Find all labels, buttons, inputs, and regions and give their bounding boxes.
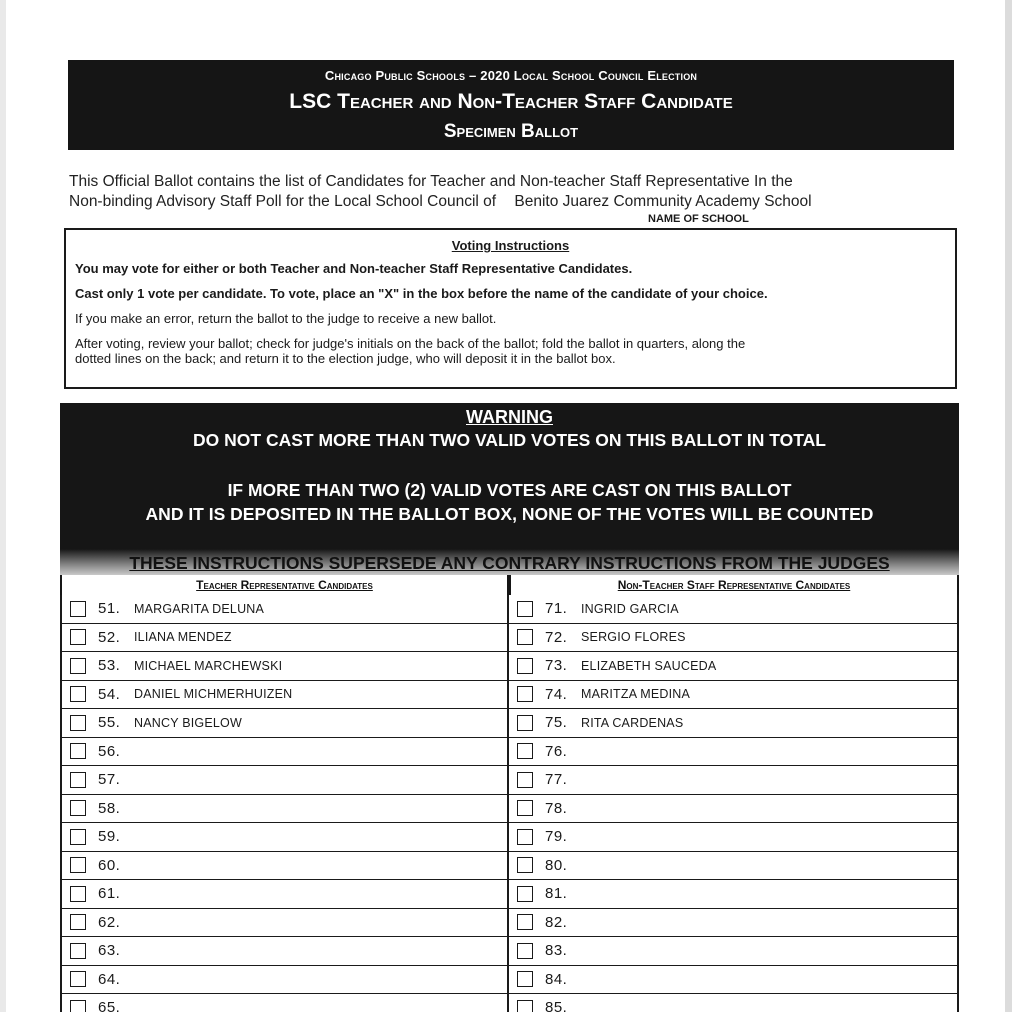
staff-candidate-cell: [509, 994, 959, 1012]
staff-candidate-cell: [509, 652, 959, 681]
vote-checkbox[interactable]: [517, 829, 533, 845]
candidate-number: 51.: [98, 600, 121, 618]
vote-checkbox[interactable]: [517, 658, 533, 674]
staff-candidate-cell: [509, 595, 959, 624]
teacher-candidate-cell: [60, 738, 509, 767]
vote-checkbox[interactable]: [517, 971, 533, 987]
warning-title: WARNING: [466, 407, 553, 427]
vote-checkbox[interactable]: [70, 715, 86, 731]
vote-checkbox[interactable]: [517, 686, 533, 702]
vote-checkbox[interactable]: [517, 1000, 533, 1012]
instruction-line-3: If you make an error, return the ballot to the judge to receive a new ballot.: [75, 311, 497, 326]
candidate-number: 76.: [545, 742, 568, 760]
instruction-line-2: Cast only 1 vote per candidate. To vote, place an "X" in the box before the name of the candidate of your choice.: [75, 286, 768, 301]
candidate-table: [60, 575, 959, 1012]
teacher-candidate-cell: [60, 852, 509, 881]
staff-candidate-cell: [509, 909, 959, 938]
warning-line-2: IF MORE THAN TWO (2) VALID VOTES ARE CAST ON THIS BALLOT: [227, 480, 792, 500]
warning-line-3: AND IT IS DEPOSITED IN THE BALLOT BOX, NONE OF THE VOTES WILL BE COUNTED: [145, 504, 874, 524]
teacher-candidate-cell: [60, 595, 509, 624]
candidate-number: 55.: [98, 714, 121, 732]
school-name-caption: NAME OF SCHOOL: [648, 213, 749, 225]
teacher-candidate-cell: [60, 823, 509, 852]
table-row: [60, 681, 959, 710]
candidate-name: MARGARITA DELUNA: [134, 601, 265, 616]
vote-checkbox[interactable]: [70, 601, 86, 617]
candidate-number: 79.: [545, 828, 568, 846]
candidate-name: ELIZABETH SAUCEDA: [581, 658, 717, 673]
vote-checkbox[interactable]: [517, 772, 533, 788]
staff-candidate-cell: [509, 937, 959, 966]
staff-candidate-cell: [509, 624, 959, 653]
staff-column-header: Non-Teacher Staff Representative Candidates: [511, 575, 959, 595]
candidate-number: 84.: [545, 970, 568, 988]
staff-candidate-cell: [509, 738, 959, 767]
vote-checkbox[interactable]: [70, 686, 86, 702]
candidate-number: 85.: [545, 999, 568, 1012]
table-row: [60, 652, 959, 681]
voting-instructions-title: Voting Instructions: [451, 238, 570, 253]
vote-checkbox[interactable]: [70, 1000, 86, 1012]
candidate-number: 56.: [98, 742, 121, 760]
table-row: [60, 966, 959, 995]
teacher-candidate-cell: [60, 909, 509, 938]
table-row: [60, 766, 959, 795]
vote-checkbox[interactable]: [517, 629, 533, 645]
candidate-name: INGRID GARCIA: [581, 601, 679, 616]
teacher-candidate-cell: [60, 624, 509, 653]
vote-checkbox[interactable]: [70, 743, 86, 759]
instruction-line-4b: dotted lines on the back; and return it to the election judge, who will deposit it in the ballot box.: [75, 351, 616, 366]
candidate-number: 52.: [98, 628, 121, 646]
candidate-name: SERGIO FLORES: [581, 630, 686, 645]
candidate-number: 72.: [545, 628, 568, 646]
table-row: [60, 909, 959, 938]
vote-checkbox[interactable]: [70, 629, 86, 645]
vote-checkbox[interactable]: [70, 857, 86, 873]
teacher-candidate-cell: [60, 937, 509, 966]
warning-band: [60, 403, 959, 575]
candidate-number: 75.: [545, 714, 568, 732]
candidate-number: 64.: [98, 970, 121, 988]
candidate-number: 80.: [545, 856, 568, 874]
intro-paragraph: [69, 172, 949, 212]
candidate-number: 71.: [545, 600, 568, 618]
election-title: Chicago Public Schools – 2020 Local School Council Election: [324, 68, 698, 83]
warning-line-1: DO NOT CAST MORE THAN TWO VALID VOTES ON THIS BALLOT IN TOTAL: [193, 430, 826, 450]
ballot-subtitle: Specimen Ballot: [443, 121, 579, 142]
vote-checkbox[interactable]: [517, 743, 533, 759]
ballot-header: [68, 60, 954, 150]
candidate-number: 62.: [98, 913, 121, 931]
candidate-number: 58.: [98, 799, 121, 817]
candidate-number: 60.: [98, 856, 121, 874]
candidate-number: 77.: [545, 771, 568, 789]
table-row: [60, 937, 959, 966]
ballot-title: LSC Teacher and Non-Teacher Staff Candidate: [289, 90, 733, 113]
instruction-line-1: You may vote for either or both Teacher and Non-teacher Staff Representative Candidates.: [75, 261, 633, 276]
table-row: [60, 595, 959, 624]
table-row: [60, 880, 959, 909]
teacher-candidate-cell: [60, 681, 509, 710]
teacher-candidate-cell: [60, 880, 509, 909]
candidate-number: 65.: [98, 999, 121, 1012]
vote-checkbox[interactable]: [70, 971, 86, 987]
vote-checkbox[interactable]: [517, 914, 533, 930]
staff-candidate-cell: [509, 766, 959, 795]
candidate-number: 61.: [98, 885, 121, 903]
teacher-candidate-cell: [60, 766, 509, 795]
vote-checkbox[interactable]: [70, 943, 86, 959]
instruction-line-4a: After voting, review your ballot; check for judge's initials on the back of the ballot; fold the ballot in quarters, along the: [75, 336, 746, 351]
page-edge-left: [0, 0, 6, 1012]
table-row: [60, 738, 959, 767]
teacher-candidate-cell: [60, 966, 509, 995]
teacher-candidate-cell: [60, 709, 509, 738]
vote-checkbox[interactable]: [70, 800, 86, 816]
candidate-name: MICHAEL MARCHEWSKI: [134, 658, 283, 673]
teacher-candidate-cell: [60, 795, 509, 824]
staff-candidate-cell: [509, 852, 959, 881]
candidate-number: 57.: [98, 771, 121, 789]
vote-checkbox[interactable]: [70, 829, 86, 845]
vote-checkbox[interactable]: [70, 772, 86, 788]
candidate-number: 53.: [98, 657, 121, 675]
candidate-number: 73.: [545, 657, 568, 675]
staff-candidate-cell: [509, 681, 959, 710]
candidate-number: 54.: [98, 685, 121, 703]
staff-candidate-cell: [509, 880, 959, 909]
table-row: [60, 795, 959, 824]
teacher-candidate-cell: [60, 652, 509, 681]
table-row: [60, 709, 959, 738]
table-row: [60, 624, 959, 653]
school-name: Benito Juarez Community Academy School: [514, 193, 812, 210]
table-row: [60, 994, 959, 1012]
vote-checkbox[interactable]: [517, 857, 533, 873]
candidate-number: 74.: [545, 685, 568, 703]
teacher-candidate-cell: [60, 994, 509, 1012]
candidate-number: 63.: [98, 942, 121, 960]
teacher-column-header: Teacher Representative Candidates: [60, 575, 509, 595]
candidate-number: 81.: [545, 885, 568, 903]
candidate-rows: [60, 595, 959, 1012]
candidate-name: DANIEL MICHMERHUIZEN: [134, 687, 293, 702]
voting-instructions-box: [64, 228, 957, 389]
intro-line-1: This Official Ballot contains the list of Candidates for Teacher and Non-teacher Staff Representative In the: [69, 173, 793, 190]
vote-checkbox[interactable]: [70, 886, 86, 902]
staff-candidate-cell: [509, 966, 959, 995]
page-edge-right: [1005, 0, 1012, 1012]
table-row: [60, 852, 959, 881]
vote-checkbox[interactable]: [517, 886, 533, 902]
vote-checkbox[interactable]: [517, 943, 533, 959]
candidate-number: 59.: [98, 828, 121, 846]
candidate-number: 83.: [545, 942, 568, 960]
candidate-name: ILIANA MENDEZ: [134, 630, 232, 645]
column-headers: [60, 575, 959, 595]
staff-candidate-cell: [509, 823, 959, 852]
candidate-number: 82.: [545, 913, 568, 931]
vote-checkbox[interactable]: [70, 914, 86, 930]
intro-line-2-text: Non-binding Advisory Staff Poll for the Local School Council of: [69, 193, 497, 210]
warning-supersede: THESE INSTRUCTIONS SUPERSEDE ANY CONTRARY INSTRUCTIONS FROM THE JUDGES: [129, 553, 890, 573]
staff-candidate-cell: [509, 795, 959, 824]
staff-candidate-cell: [509, 709, 959, 738]
candidate-name: MARITZA MEDINA: [581, 687, 691, 702]
candidate-name: NANCY BIGELOW: [134, 715, 242, 730]
intro-line-2: [69, 192, 949, 212]
vote-checkbox[interactable]: [70, 658, 86, 674]
vote-checkbox[interactable]: [517, 601, 533, 617]
candidate-number: 78.: [545, 799, 568, 817]
candidate-name: RITA CARDENAS: [581, 715, 684, 730]
table-row: [60, 823, 959, 852]
vote-checkbox[interactable]: [517, 800, 533, 816]
vote-checkbox[interactable]: [517, 715, 533, 731]
